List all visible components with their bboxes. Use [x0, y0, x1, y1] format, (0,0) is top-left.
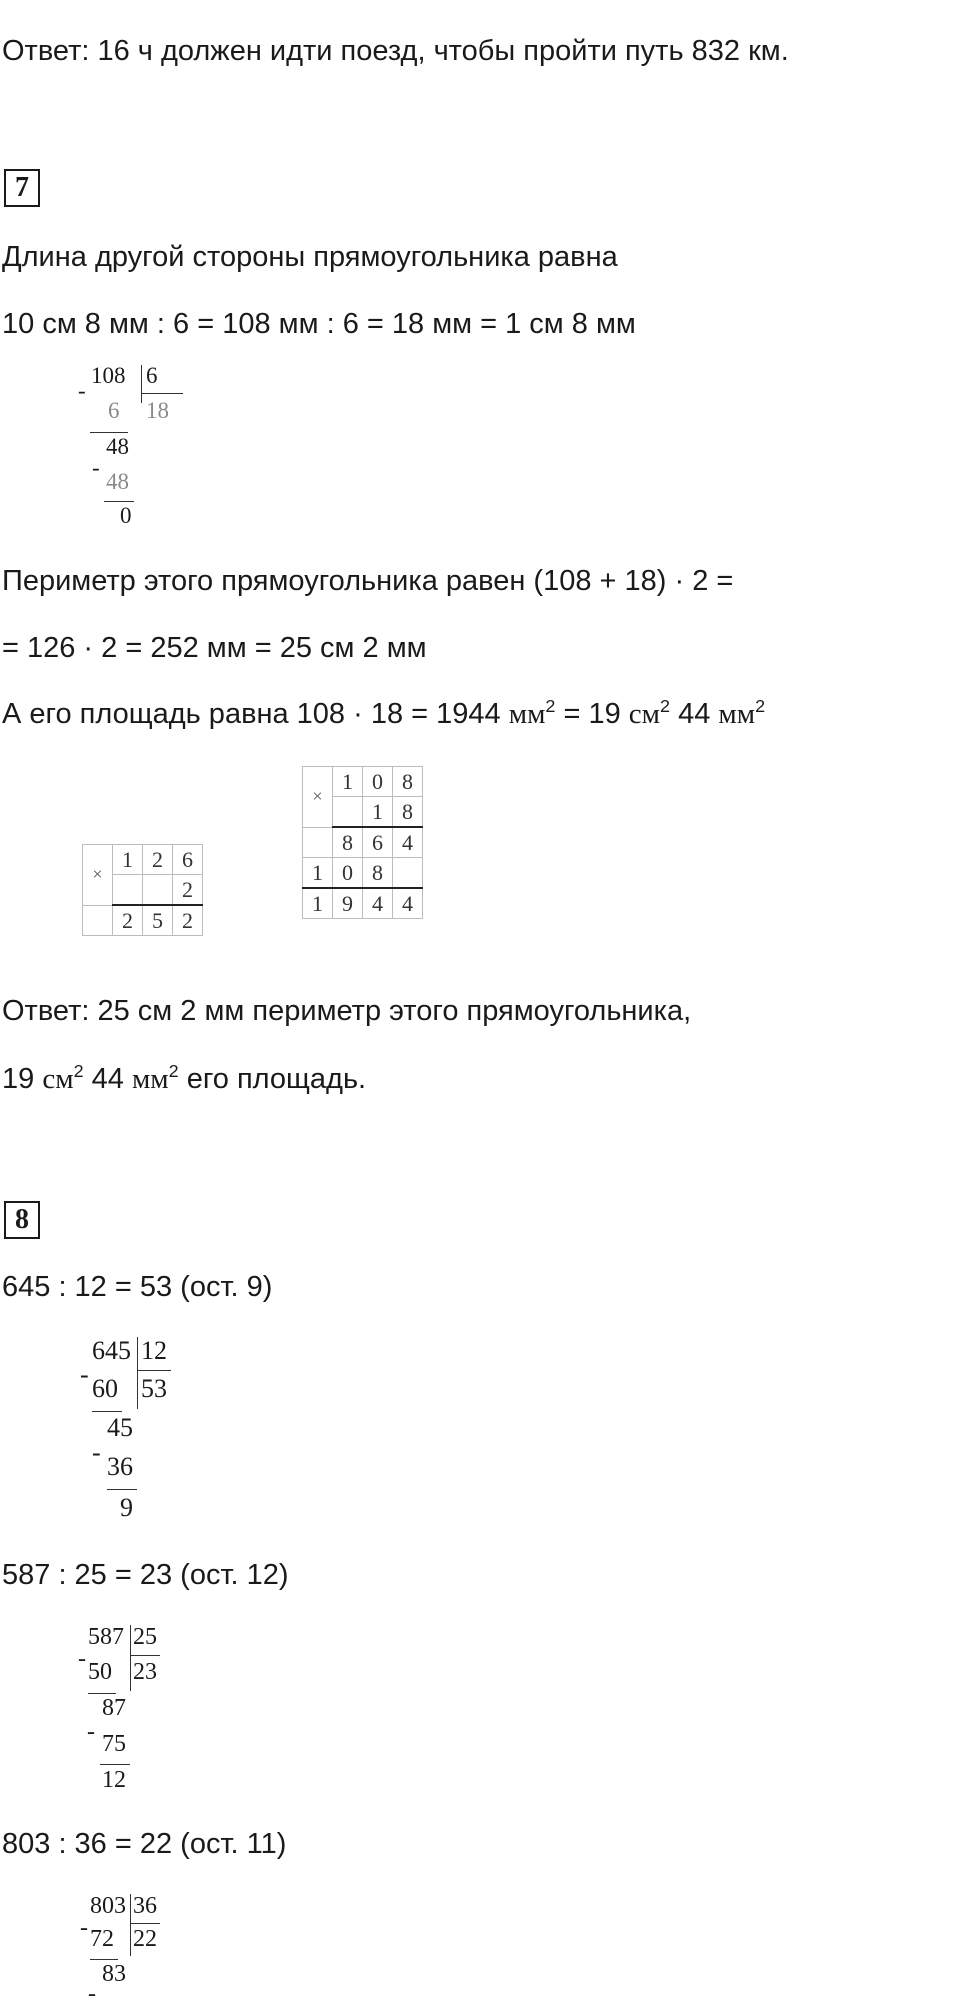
digit-cell: 6 [173, 845, 203, 875]
digit-cell: 2 [173, 905, 203, 936]
unit-mm: мм [131, 1063, 169, 1095]
minus-sign: - [92, 1438, 101, 1467]
subtrahend-2: 48 [106, 469, 129, 494]
long-division-645-by-12 [80, 1336, 190, 1526]
square-exponent: 2 [755, 696, 766, 717]
task-7-line-3: Периметр этого прямоугольника равен (108 + 18) · 2 = [2, 565, 734, 597]
remainder-1: 87 [102, 1695, 126, 1721]
digit-cell: 4 [363, 888, 393, 919]
minus-sign: - [78, 378, 86, 403]
task-8-equation-3: 803 : 36 = 22 (ост. 11) [2, 1828, 287, 1860]
divisor: 6 [146, 363, 158, 388]
digit-cell: 4 [393, 827, 423, 858]
long-division-587-by-25 [78, 1624, 188, 1804]
quotient: 18 [146, 398, 169, 423]
unit-cm: см [628, 698, 661, 730]
unit-cm: см [42, 1063, 74, 1095]
digit-cell [83, 905, 113, 936]
digit-cell [143, 875, 173, 906]
quotient: 22 [133, 1926, 157, 1952]
remainder: 12 [102, 1767, 126, 1793]
subtrahend-2: 36 [107, 1452, 133, 1481]
square-exponent: 2 [73, 1061, 84, 1082]
minus-sign: - [80, 1360, 89, 1389]
digit-cell [303, 827, 333, 858]
divisor: 12 [141, 1336, 167, 1365]
unit-mm: мм [718, 698, 756, 730]
minus-sign: - [87, 1719, 95, 1745]
square-exponent: 2 [660, 696, 671, 717]
long-division-803-by-36 [80, 1893, 190, 2007]
subtrahend-1: 50 [88, 1659, 112, 1685]
dividend: 803 [90, 1893, 126, 1919]
task-8-number: 8 [4, 1201, 40, 1239]
times-sign: × [83, 845, 113, 906]
digit-cell: 8 [393, 767, 423, 797]
square-exponent: 2 [168, 1061, 179, 1082]
digit-cell: 8 [393, 797, 423, 828]
digit-cell: 1 [113, 845, 143, 875]
minus-sign: - [80, 1915, 88, 1941]
task-7-line-4: = 126 · 2 = 252 мм = 25 см 2 мм [2, 632, 427, 664]
number-44: 44 [83, 1063, 132, 1095]
multiplication-108-by-18 [302, 766, 423, 919]
subtrahend-1: 72 [90, 1926, 114, 1952]
digit-cell: 9 [333, 888, 363, 919]
remainder-1: 48 [106, 434, 129, 459]
quotient: 23 [133, 1659, 157, 1685]
quotient: 53 [141, 1374, 167, 1403]
digit-cell: 2 [113, 905, 143, 936]
unit-mm: мм [508, 698, 546, 730]
task-7-answer-line-2 [2, 1062, 366, 1096]
subtrahend-1: 6 [108, 398, 120, 423]
minus-sign: - [92, 455, 100, 480]
digit-cell: 1 [363, 797, 393, 828]
dividend: 645 [92, 1336, 131, 1365]
dividend: 108 [91, 363, 126, 388]
subtrahend-1: 60 [92, 1374, 118, 1403]
subtrahend-2: 75 [102, 1731, 126, 1757]
digit-cell: 8 [333, 827, 363, 858]
remainder: 9 [120, 1493, 133, 1522]
task-7-line-5 [2, 697, 765, 731]
task-8-equation-2: 587 : 25 = 23 (ост. 12) [2, 1559, 289, 1591]
remainder-1: 45 [107, 1413, 133, 1442]
digit-cell [333, 797, 363, 828]
task-8-equation-1: 645 : 12 = 53 (ост. 9) [2, 1271, 273, 1303]
times-sign: × [303, 767, 333, 828]
divisor: 36 [133, 1893, 157, 1919]
multiplication-126-by-2 [82, 844, 203, 936]
digit-cell: 1 [303, 858, 333, 889]
task-7-line-2: 10 см 8 мм : 6 = 108 мм : 6 = 18 мм = 1 см 8 мм [2, 308, 636, 340]
task-7-number: 7 [4, 169, 40, 207]
equals: = 19 [555, 698, 629, 730]
digit-cell: 6 [363, 827, 393, 858]
digit-cell: 2 [143, 845, 173, 875]
digit-cell: 5 [143, 905, 173, 936]
previous-answer: Ответ: 16 ч должен идти поезд, чтобы пройти путь 832 км. [2, 35, 789, 67]
digit-cell: 0 [363, 767, 393, 797]
dividend: 587 [88, 1624, 124, 1650]
remainder: 0 [120, 503, 132, 528]
digit-cell: 0 [333, 858, 363, 889]
digit-cell: 8 [363, 858, 393, 889]
minus-sign: - [78, 1646, 86, 1672]
number-44: 44 [670, 698, 719, 730]
remainder-1: 83 [102, 1961, 126, 1987]
long-division-108-by-6 [78, 363, 198, 533]
digit-cell: 2 [173, 875, 203, 906]
minus-sign: - [88, 1981, 96, 2007]
digit-cell: 4 [393, 888, 423, 919]
area-expression: А его площадь равна 108 · 18 = 1944 [2, 698, 509, 730]
digit-cell: 1 [303, 888, 333, 919]
square-exponent: 2 [545, 696, 556, 717]
answer-suffix: его площадь. [178, 1063, 367, 1095]
digit-cell: 1 [333, 767, 363, 797]
task-7-answer-line-1: Ответ: 25 см 2 мм периметр этого прямоугольника, [2, 995, 692, 1027]
divisor: 25 [133, 1624, 157, 1650]
number-19: 19 [2, 1063, 43, 1095]
digit-cell [113, 875, 143, 906]
digit-cell [393, 858, 423, 889]
task-7-line-1: Длина другой стороны прямоугольника равна [2, 241, 618, 273]
